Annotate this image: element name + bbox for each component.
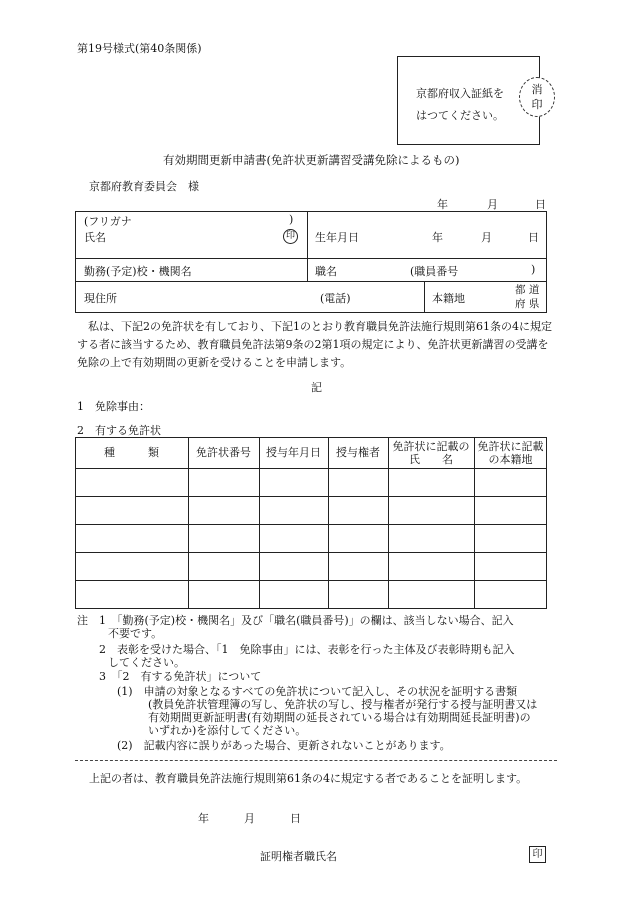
prefecture-bottom: 府 県 [515, 298, 540, 310]
cert-day: 日 [290, 812, 301, 825]
note1-line2: 不要です。 [108, 627, 163, 640]
cert-year: 年 [198, 812, 209, 825]
revenue-stamp-box [397, 56, 543, 145]
header-domicile-on-license: 免許状に記載の本籍地 [477, 439, 544, 466]
notes-label: 注 [77, 614, 88, 627]
staff-number-label: (職員番号 [410, 265, 459, 278]
dashed-separator [75, 760, 557, 761]
date-year: 年 [437, 198, 448, 211]
note1-line1: 1 「勤務(予定)校・機関名」及び「職名(職員番号)」の欄は、該当しない場合、記入 [99, 614, 514, 627]
cancel-seal-circle [519, 77, 555, 117]
ki-heading: 記 [311, 381, 322, 394]
applicant-table [75, 211, 547, 313]
application-statement: 私は、下記2の免許状を有しており、下記1のとおり教育職員免許法施行規則第61条の4に規定する者に該当するため、教育職員免許法第9条の2第1項の規定により、免許状更新講習の受講を免除の上で有効期間の更新を受けることを申請します。 [77, 320, 552, 369]
stamp-instruction-line1: 京都府収入証紙を [416, 87, 504, 100]
header-license-number: 免許状番号 [196, 446, 251, 459]
note3-1-line1: (1) 申請の対象となるすべての免許状について記入し、その状況を証明する書類 [117, 685, 518, 698]
date-month: 月 [487, 198, 498, 211]
birth-month: 月 [481, 231, 492, 244]
phone-label: (電話) [320, 292, 351, 305]
note2-line1: 2 表彰を受けた場合、「1 免除事由」には、表彰を行った主体及び表彰時期も記入 [99, 643, 515, 656]
domicile-label: 本籍地 [432, 292, 465, 305]
prefecture-top: 都 道 [515, 284, 540, 296]
header-name-on-license: 免許状に記載の氏 名 [392, 439, 470, 466]
addressee: 京都府教育委員会 様 [89, 180, 199, 193]
note3-1-line2: (教員免許状管理簿の写し、免許状の写し、授与権者が発行する授与証明書又は [148, 698, 538, 711]
school-label: 勤務(予定)校・機関名 [84, 265, 192, 278]
cancel-seal-top: 消 [531, 83, 543, 96]
note3-1-line3: 有効期間更新証明書(有効期間の延長されている場合は有効期間延長証明書)の [148, 711, 531, 724]
certification-statement: 上記の者は、教育職員免許法施行規則第61条の4に規定する者であることを証明します。 [89, 772, 528, 785]
furigana-label: (フリガナ [84, 215, 132, 228]
address-label: 現住所 [84, 292, 117, 305]
certifier-seal: 印 [529, 846, 546, 863]
form-number: 第19号様式(第40条関係) [77, 42, 202, 55]
note3-2: (2) 記載内容に誤りがあった場合、更新されないことがあります。 [117, 739, 451, 752]
section2-licenses: 2 有する免許状 [77, 424, 161, 437]
note3-heading: 3 「2 有する免許状」について [99, 670, 262, 683]
job-title-label: 職名 [315, 265, 337, 278]
section1-exemption-reason: 1 免除事由： [77, 400, 150, 413]
header-grant-date: 授与年月日 [266, 446, 321, 459]
header-grantor: 授与権者 [336, 446, 380, 459]
cancel-seal-bottom: 印 [531, 98, 543, 111]
stamp-instruction-line2: はつてください。 [416, 109, 504, 122]
cert-month: 月 [244, 812, 255, 825]
certifier-title-name: 証明権者職氏名 [260, 850, 337, 863]
staff-number-close: ) [531, 263, 536, 276]
birth-day: 日 [528, 231, 539, 244]
name-seal: 印 [283, 229, 298, 244]
note3-1-line4: いずれか)を添付してください。 [148, 724, 307, 737]
date-day: 日 [535, 198, 546, 211]
header-type: 種 類 [104, 446, 159, 459]
birthdate-label: 生年月日 [315, 231, 359, 244]
birth-year: 年 [432, 231, 443, 244]
name-label: 氏名 [84, 231, 106, 244]
furigana-close: ) [289, 213, 294, 226]
document-title: 有効期間更新申請書(免許状更新講習受講免除によるもの) [163, 153, 460, 167]
note2-line2: してください。 [108, 656, 185, 669]
